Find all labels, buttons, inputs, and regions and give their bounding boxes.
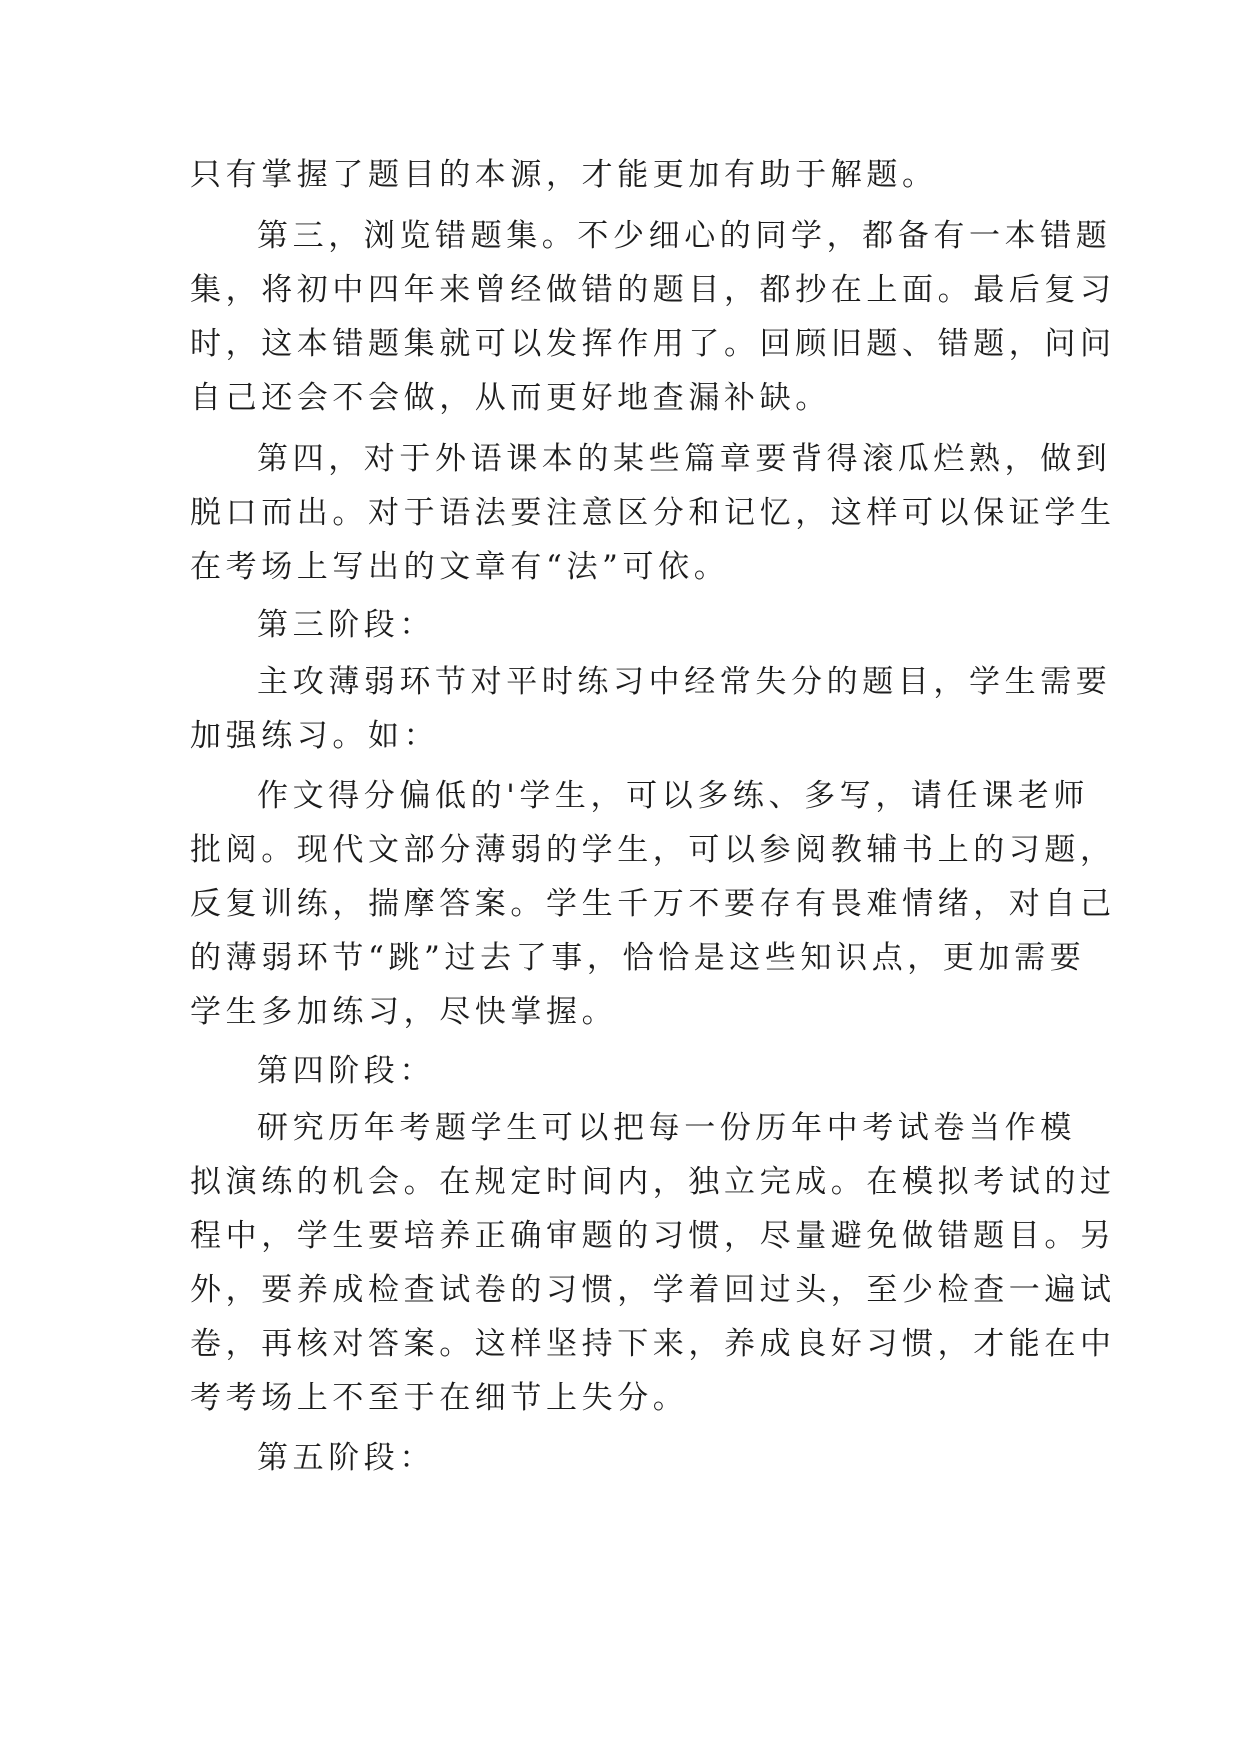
text-line: 程中，学生要培养正确审题的习惯，尽量避免做错题目。另: [190, 1218, 1116, 1254]
text-line: 批阅。现代文部分薄弱的学生，可以参阅教辅书上的习题，: [190, 832, 1116, 868]
text-line: 卷，再核对答案。这样坚持下来，养成良好习惯，才能在中: [190, 1326, 1116, 1362]
text-line: 外，要养成检查试卷的习惯，学着回过头，至少检查一遍试: [190, 1272, 1116, 1308]
paragraph-start-line: 第三，浏览错题集。不少细心的同学，都备有一本错题: [257, 218, 1112, 254]
text-line: 脱口而出。对于语法要注意区分和记忆，这样可以保证学生: [190, 495, 1116, 531]
paragraph-start-line: 作文得分偏低的'学生，可以多练、多写，请任课老师: [257, 778, 1089, 814]
text-line: 考考场上不至于在细节上失分。: [190, 1380, 689, 1416]
paragraph-start-line: 主攻薄弱环节对平时练习中经常失分的题目，学生需要: [257, 664, 1112, 700]
section-heading: 第三阶段：: [257, 607, 435, 643]
paragraph-start-line: 研究历年考题学生可以把每一份历年中考试卷当作模: [257, 1110, 1076, 1146]
text-line: 学生多加练习，尽快掌握。: [190, 994, 618, 1030]
text-line: 时，这本错题集就可以发挥作用了。回顾旧题、错题，问问: [190, 326, 1116, 362]
text-line: 集，将初中四年来曾经做错的题目，都抄在上面。最后复习: [190, 272, 1116, 308]
text-line: 在考场上写出的文章有“法”可依。: [190, 549, 730, 585]
text-line: 的薄弱环节“跳”过去了事，恰恰是这些知识点，更加需要: [190, 940, 1086, 976]
text-line: 加强练习。如：: [190, 718, 440, 754]
text-line: 自己还会不会做，从而更好地查漏补缺。: [190, 380, 831, 416]
text-line: 只有掌握了题目的本源，才能更加有助于解题。: [190, 157, 938, 193]
section-heading: 第五阶段：: [257, 1440, 435, 1476]
paragraph-start-line: 第四，对于外语课本的某些篇章要背得滚瓜烂熟，做到: [257, 441, 1112, 477]
text-line: 拟演练的机会。在规定时间内，独立完成。在模拟考试的过: [190, 1164, 1116, 1200]
text-line: 反复训练，揣摩答案。学生千万不要存有畏难情绪，对自己: [190, 886, 1116, 922]
section-heading: 第四阶段：: [257, 1053, 435, 1089]
